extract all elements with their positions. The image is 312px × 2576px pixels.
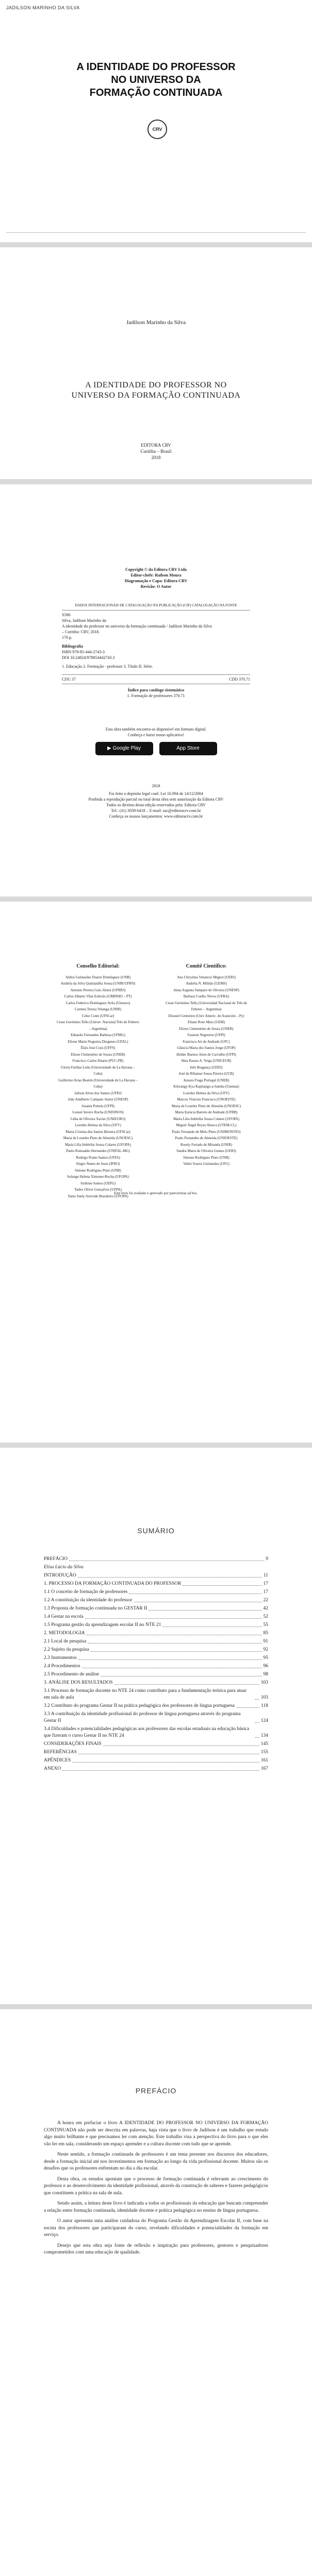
- member-name: Anna Augusta Sampaio de Oliveira (UNESP): [173, 988, 239, 992]
- copyright-text: Copyright © da Editora CRV Ltda: [125, 567, 187, 572]
- title-line: UNIVERSO DA FORMAÇÃO CONTINUADA: [71, 391, 241, 400]
- member-name: Andréia N. Militão (UEMS): [186, 981, 227, 986]
- summary-item[interactable]: [44, 1622, 268, 1629]
- leader-dots: [114, 1684, 259, 1685]
- member-name: Jussara Fraga Portugal (UNEB): [183, 1078, 229, 1082]
- leader-dots: [62, 1770, 259, 1771]
- summary-item-page: 95: [263, 1655, 268, 1660]
- summary-item[interactable]: [44, 1581, 268, 1587]
- summary-item[interactable]: [44, 1711, 268, 1724]
- publisher-info: [0, 442, 312, 461]
- catalog-year: 2018: [152, 784, 160, 788]
- summary-item-label: 2. METODOLOGIA: [44, 1631, 85, 1636]
- summary-item-page: 22: [263, 1598, 268, 1603]
- summary-item-label: 1.4 Gestar na escola: [44, 1614, 84, 1619]
- summary-item[interactable]: [44, 1703, 268, 1709]
- summary-page: [0, 1448, 312, 2004]
- summary-item-page: 11: [263, 1573, 268, 1578]
- legal-block: [62, 783, 250, 819]
- member-name: Maria Lília Imbiriba Sousa Colares (UFOPA): [173, 1116, 239, 1121]
- summary-list: [44, 1556, 268, 1774]
- summary-item-label: 3.4 Dificuldades e potencialidades pedagógicas aos professores das escolas estaduais na educação básica que fizeram o curso Gestar II no NTE 24: [44, 1726, 250, 1738]
- editorial-list: [57, 974, 139, 1200]
- cdd-code: CDD 370.71: [229, 677, 250, 682]
- member-name: Diosnel Centurion (Univ Americ. de Asunción – Py): [168, 1013, 244, 1018]
- member-name: Guillermo Arias Beatón (Universidade de La Havana – Cuba): [58, 1078, 138, 1089]
- summary-item[interactable]: [44, 1671, 268, 1678]
- summary-item-page: 92: [263, 1647, 268, 1652]
- summary-item[interactable]: [44, 1597, 268, 1604]
- member-name: Maria de Lourdes Pinto de Almeida (UNOESC): [63, 1136, 133, 1140]
- member-name: Josania Portela (UFPI): [81, 1104, 114, 1108]
- member-name: Míguel Ángel Reyes Abarca (UTEM-CL): [176, 1123, 237, 1127]
- member-name: Gloria Fariñas León (Universidade de La Havana – Cuba): [61, 1065, 135, 1076]
- member-name: Elizeu Clementino de Souza (UNEB): [71, 1052, 125, 1057]
- summary-item[interactable]: [44, 1647, 268, 1653]
- cover-title: [0, 61, 312, 99]
- cover-title-line: A IDENTIDADE DO PROFESSOR: [76, 61, 236, 73]
- member-name: Aldira Guimarães Duarte Domínguez (UNB): [65, 975, 131, 979]
- member-name: Rosely Furtado de Miranda (UNIR): [180, 1142, 233, 1147]
- app-store-badge[interactable]: [159, 742, 217, 755]
- publication-year: 2018: [151, 455, 161, 460]
- summary-item[interactable]: [44, 1638, 268, 1645]
- google-play-badge[interactable]: [95, 742, 153, 755]
- member-name: João Adalberto Campato Junior (UNESP): [68, 1097, 128, 1101]
- summary-item-page: 85: [263, 1631, 268, 1636]
- summary-item-page: 96: [263, 1664, 268, 1669]
- member-name: Sydione Santos (UEPG): [80, 1181, 116, 1185]
- summary-item-label: 2.2 Sujeito da pesquisa: [44, 1647, 89, 1652]
- legal-text: Todos os direitos desta edição reservados pela: Editora CRV: [106, 803, 206, 807]
- summary-item[interactable]: [44, 1614, 268, 1620]
- member-name: Tadeu Oliver Gonçalves (UFPA): [74, 1188, 122, 1192]
- summary-item[interactable]: [44, 1556, 268, 1563]
- member-name: Celso Conti (UFSCar): [81, 1013, 114, 1018]
- summary-item-page: 155: [260, 1750, 268, 1755]
- index-entry: 1. Formação de professores 370.71: [127, 693, 185, 698]
- title-page-title: [0, 380, 312, 401]
- editorial-council: [57, 963, 139, 1199]
- summary-item-label: 3. ANÁLISE DOS RESULTADOS: [44, 1680, 113, 1685]
- summary-item-page: 9: [266, 1556, 268, 1562]
- cip-heading: DADOS INTERNACIONAIS DE CATALOGAÇÃO NA PUBLICAÇÃO (CIP) CATALOGAÇÃO NA FONTE: [75, 603, 237, 607]
- member-name: Jailson Alves dos Santos (UFRJ): [74, 1091, 122, 1095]
- member-name: Carlos Federico Dominguez Avila (Unieuro): [65, 1001, 130, 1005]
- summary-item-page: 134: [260, 1733, 268, 1738]
- summary-item-label: PREFÁCIO: [44, 1556, 68, 1562]
- play-icon: ▶: [107, 745, 113, 751]
- member-name: Paulo Romualdo Hernandes (UNIFAL-MG): [66, 1149, 130, 1153]
- summary-item-label: CONSIDERAÇÕES FINAIS: [44, 1741, 102, 1747]
- badge-label: App Store: [176, 745, 200, 751]
- cover-author: JADILSON MARINHO DA SILVA: [6, 5, 80, 10]
- member-name: Inês Bragança (UERJ): [190, 1065, 223, 1070]
- summary-item[interactable]: [44, 1726, 268, 1739]
- summary-item[interactable]: [44, 1589, 268, 1596]
- member-name: José de Ribamar Sousa Pereira (UCB): [178, 1072, 234, 1076]
- title-page: [0, 247, 312, 479]
- preface-title: PREFÁCIO: [135, 2087, 177, 2095]
- summary-item-page: 161: [260, 1758, 268, 1763]
- member-name: Lídia de Oliveira Xavier (UNIEURO): [70, 1116, 126, 1121]
- member-name: Ana Chrystina Venancio Mignot (UERJ): [177, 975, 236, 979]
- legal-text: Proibida a reprodução parcial ou total desta obra sem autorização da Editora CRV: [88, 797, 224, 802]
- scientific-list: [165, 974, 248, 1167]
- summary-item[interactable]: [44, 1680, 268, 1686]
- member-name: Cesar Gerónimo Tello (Univer .Nacional Três de Febrero – Argentina): [57, 1020, 139, 1031]
- summary-item[interactable]: [44, 1630, 268, 1637]
- address-text: Tel.: (41) 3039-6418 – E-mail: sac@editoracrv.com.br: [111, 808, 201, 813]
- member-name: Maria Eurácia Barreto de Andrade (UFRB): [175, 1110, 238, 1114]
- summary-item-page: 124: [260, 1718, 268, 1723]
- publisher-logo: CRV: [147, 120, 167, 139]
- editor-text: Editor-chefe: Railson Moura: [130, 573, 182, 578]
- cip-entry-line: DOI 10.24824/978854442743.3: [62, 655, 115, 660]
- member-name: Barbara Coelho Neves (UFBA): [183, 994, 229, 998]
- member-name: Carlos Alberto Vilar Estêvão (UMINHO – PT): [64, 994, 132, 998]
- summary-item-label: 3.1 Processo de formação docente no NTE 24 como contributo para a fundamentação teórica para atuar em sala de aula: [44, 1688, 247, 1700]
- member-name: Eduardo Fernandes Barbosa (UFMG): [71, 1033, 125, 1037]
- leader-dots: [255, 1699, 259, 1700]
- summary-item-label: APÊNDICES: [44, 1758, 71, 1763]
- paragraph: O autor apresenta uma análise cuidadosa do Programa Gestão da Aprendizagem Escolar II, com base na escuta dos professores que participaram do curso, revelando dificuldades e potencialidades da formação em serviço.: [44, 2218, 268, 2238]
- member-name: Sérgio Nunes de Jesus (IFRO): [76, 1162, 120, 1166]
- member-name: Gláucia Maria dos Santos Jorge (UFOP): [177, 1046, 236, 1050]
- summary-item-label: 1.5 Programa gestão da aprendizagem escolar II no NTE 21: [44, 1622, 161, 1628]
- editorial-heading: Conselho Editorial:: [76, 963, 120, 969]
- summary-item-page: 98: [263, 1672, 268, 1677]
- member-name: Ilma Passos A. Veiga (UNICEUB): [181, 1059, 232, 1063]
- summary-item[interactable]: [44, 1757, 268, 1764]
- summary-item[interactable]: [44, 1605, 268, 1612]
- member-name: Francisco Ari de Andrade (UFC): [183, 1039, 230, 1044]
- member-name: Maria Cristina dos Santos Bezerra (UFSCar): [65, 1129, 130, 1134]
- app-block: [62, 726, 250, 755]
- member-name: Eliane Rose Maio (UEM): [187, 1020, 225, 1024]
- paragraph: Desejo que esta obra seja fonte de reflexão e inspiração para professores, gestores e pesquisadores comprometidos com uma educação de qualidade.: [44, 2243, 268, 2255]
- leader-dots: [183, 1585, 261, 1586]
- member-name: Cesar Gerónimo Tello (Universidad Nacional de Três de Febrero – Argentina): [166, 1001, 247, 1011]
- leader-dots: [103, 1745, 259, 1746]
- summary-item[interactable]: [44, 1688, 268, 1701]
- leader-dots: [255, 1737, 259, 1738]
- catalog-page: [0, 484, 312, 896]
- review-note: Este livro foi avaliado e aprovado por pareceristas ad hoc.: [114, 1191, 198, 1195]
- member-name: Elizeu Clementino de Souza (UNEB): [179, 1026, 234, 1031]
- member-name: Maria de Lourdes Pinto de Almeida (UNOESC): [171, 1104, 241, 1108]
- summary-item[interactable]: [44, 1741, 268, 1748]
- summary-item[interactable]: [44, 1564, 268, 1571]
- member-name: Valter Soares Guimarães (UFG): [183, 1162, 229, 1166]
- cip-entry-line: ISBN 978-85-444-2743-3: [62, 650, 105, 654]
- divider: [62, 610, 250, 611]
- summary-item-label: REFERÊNCIAS: [44, 1750, 77, 1755]
- leader-dots: [236, 1707, 259, 1708]
- summary-item-page: 103: [260, 1680, 268, 1685]
- summary-item-page: 167: [260, 1766, 268, 1771]
- app-text: Esta obra também encontra-se disponível em formato digital.: [105, 727, 207, 732]
- member-name: Maria Lília Imbiriba Sousa Colares (UFOPA): [65, 1142, 131, 1147]
- summary-item-label: 2.1 Local de pesquisa: [44, 1639, 87, 1644]
- publisher-name: EDITORA CRV: [141, 443, 171, 448]
- summary-item-label: 1.3 Proposta de formação continuada no GESTAR II: [44, 1606, 147, 1611]
- member-name: Simone Rodrigues Pinto (UNB): [183, 1155, 229, 1160]
- member-name: Antonio Pereira Gaio Júnior (UFRRJ): [70, 988, 126, 992]
- summary-item[interactable]: [44, 1766, 268, 1772]
- summary-item-page: 17: [263, 1581, 268, 1586]
- council-page: [0, 902, 312, 1443]
- preface-page: [0, 2009, 312, 2576]
- member-name: Lourdes Helena da Silva (UFV): [75, 1123, 121, 1127]
- cip-entry-line: A identidade do professor no universo da formação continuada / Jadilson Marinho da Silva: [62, 624, 212, 629]
- summary-item-label: 3.3 A contribuição da identidade profissional do professor de língua portuguesa através do programa Gestar II: [44, 1711, 241, 1723]
- cip-entry-line: – Curitiba: CRV, 2018.: [62, 630, 100, 634]
- member-name: Lourdes Helena da Silva (UFV): [183, 1091, 229, 1095]
- summary-item[interactable]: [44, 1572, 268, 1579]
- leader-dots: [78, 1659, 262, 1660]
- member-name: Simone Rodrigues Pinto (UNB): [75, 1168, 121, 1173]
- scientific-heading: Comitê Científico:: [186, 963, 227, 969]
- paragraph: Neste sentido, a formação continuada de professores é um tema presente nos discursos dos educadores, desde a formação inicial até nos investimentos em formação ao longo da vida profissional docente. Muitos são os desafios que os professores enfrentam no dia a dia escolar.: [44, 2152, 268, 2171]
- leader-dots: [255, 1722, 259, 1723]
- member-name: Leonel Severo Rocha (UNISINOS): [72, 1110, 124, 1114]
- cover-title-line: FORMAÇÃO CONTINUADA: [89, 87, 223, 98]
- summary-item-page: 145: [260, 1741, 268, 1747]
- leader-dots: [91, 1651, 262, 1652]
- member-name: Sandra Maria de Oliveira Gomes (UERJ): [176, 1149, 236, 1153]
- cdu-code: CDU 37: [62, 677, 76, 682]
- summary-item-label: 1.1 O conceito de formação de professores: [44, 1589, 128, 1595]
- summary-item-label: INTRODUÇÃO: [44, 1573, 76, 1578]
- member-name: Paulo Fernando de Melo Pinto (UNIMONTES): [172, 1129, 241, 1134]
- publisher-city: Curitiba – Brasil: [140, 449, 172, 454]
- app-text: Conheça e baixe nosso aplicativo!: [127, 733, 185, 737]
- summary-item-label: 3.2 Contributo do programa Gestar II na prática pedagógica dos professores de língua portuguesa: [44, 1703, 235, 1708]
- summary-item-page: 42: [263, 1606, 268, 1611]
- paragraph: A honra em prefaciar o livro A IDENTIDADE DO PROFESSOR NO UNIVERSO DA FORMAÇÃO CONTINUADA não pode ser descrita em palavras, haja vista que o livro de Jadilson é um trabalho que estudo algo muito brilhante e que precisamos ler com atenção. Este trabalho visa a perspectiva do livro para o que eles vão ler em sala, considerando um espaço aprender e a cultura docente com tudo que se aprende.: [44, 2121, 268, 2147]
- summary-title: SUMÁRIO: [137, 1527, 175, 1535]
- cover-title-line: NO UNIVERSO DA: [111, 74, 201, 86]
- member-name: Carmen Tereza Velanga (UNIR): [74, 1007, 122, 1011]
- design-text: Diagramação e Capa: Editora CRV: [124, 579, 188, 583]
- preface-body: [44, 2120, 268, 2260]
- member-name: Rodrigo Pratte-Santos (UFES): [76, 1155, 120, 1160]
- summary-item-page: 17: [263, 1589, 268, 1595]
- scientific-committee: [165, 963, 248, 1167]
- summary-item-page: 55: [263, 1622, 268, 1628]
- cover-page: [0, 0, 312, 242]
- member-name: Élsio José Corá (UFFS): [80, 1046, 116, 1050]
- member-name: Fauston Negreiros (UFPI): [187, 1033, 225, 1037]
- leader-dots: [85, 1618, 262, 1619]
- leader-dots: [149, 1610, 261, 1611]
- member-name: Paulo Fernandes de Almeida (UNIOESTE): [175, 1136, 238, 1140]
- summary-item-page: 118: [261, 1703, 268, 1708]
- summary-item[interactable]: [44, 1749, 268, 1756]
- cip-entry-line: Silva, Jadilson Marinho da: [62, 618, 106, 623]
- divider: [6, 232, 306, 233]
- revision-text: Revisão: O Autor: [140, 584, 172, 589]
- member-name: Andréia da Silva Quintanilha Sousa (UNIR/UFRN): [60, 981, 136, 986]
- index-heading: Índice para catálogo sistemático: [127, 688, 185, 692]
- badge-label: Google Play: [112, 745, 141, 751]
- store-badges: [62, 742, 250, 755]
- leader-dots: [162, 1626, 261, 1627]
- summary-item-page: 52: [263, 1614, 268, 1619]
- member-name: Helder Buenos Aires de Carvalho (UFPI): [176, 1052, 236, 1057]
- title-page-author: Jadilson Marinho da Silva: [126, 319, 186, 326]
- summary-item-label: Elisa Lúcio da Silva: [44, 1565, 84, 1570]
- member-name: Elione Maria Nogueira Diogenes (UFAL): [68, 1039, 128, 1044]
- paragraph: Desta obra, os estudos apontam que o processo de formação continuada é relevante ao crescimento do professor e ao desenvolvimento da identidade profissional, através da construção de saberes e fazeres pedagógicos que constituem a prática na sala de aula.: [44, 2176, 268, 2196]
- summary-item-page: 91: [263, 1639, 268, 1644]
- cip-entry-line: S586: [62, 613, 71, 617]
- summary-item[interactable]: [44, 1655, 268, 1662]
- member-name: Tania Suely Azevedo Brasileiro (UFOPA): [68, 1194, 128, 1198]
- summary-item-label: 2.4 Procedimentos: [44, 1664, 80, 1669]
- member-name: Francisco Carlos Duarte (PUC-PR): [72, 1059, 124, 1063]
- divider: [62, 674, 250, 675]
- summary-item-label: 1.2 A constituição da identidade do professor: [44, 1598, 133, 1603]
- member-name: Marcos Vinicius Francisco (UNOESTE): [177, 1097, 236, 1101]
- cip-entry-line: 1. Educação 2. Formação - professor 3. Título II. Série.: [62, 664, 153, 669]
- site-text: Conheça os nossos lançamentos: www.editoracrv.com.br: [109, 814, 203, 819]
- summary-item-label: 1. PROCESSO DA FORMAÇÃO CONTINUADA DO PROFESSOR: [44, 1581, 182, 1586]
- legal-text: Foi feito o depósito legal conf. Lei 10.994 de 14/12/2004: [109, 791, 203, 796]
- summary-item-label: 2.5 Procedimento de análise: [44, 1672, 100, 1677]
- summary-item[interactable]: [44, 1663, 268, 1670]
- credits-block: [62, 567, 250, 589]
- title-line: A IDENTIDADE DO PROFESSOR NO: [85, 381, 227, 389]
- paragraph: Sendo assim, a leitura deste livro é indicada a todos os profissionais da educação que buscam compreender a relação entre formação continuada, identidade docente e prática pedagógica no ensino de língua portuguesa.: [44, 2201, 268, 2213]
- cip-entry-line: Bibliografia: [62, 644, 83, 649]
- cip-block: [62, 603, 250, 699]
- member-name: Solange Helena Ximenes-Rocha (UFOPA): [67, 1175, 129, 1179]
- classification-row: [62, 676, 250, 682]
- leader-dots: [78, 1577, 262, 1578]
- member-name: Kilwangy Kya Kapitango-a-Samba (Unemat): [173, 1084, 239, 1089]
- summary-item-label: ANEXO: [44, 1766, 61, 1771]
- summary-item-page: 103: [260, 1695, 268, 1700]
- cip-entry-line: 170 p.: [62, 635, 72, 640]
- summary-item-label: 2.3 Instrumentos: [44, 1655, 77, 1660]
